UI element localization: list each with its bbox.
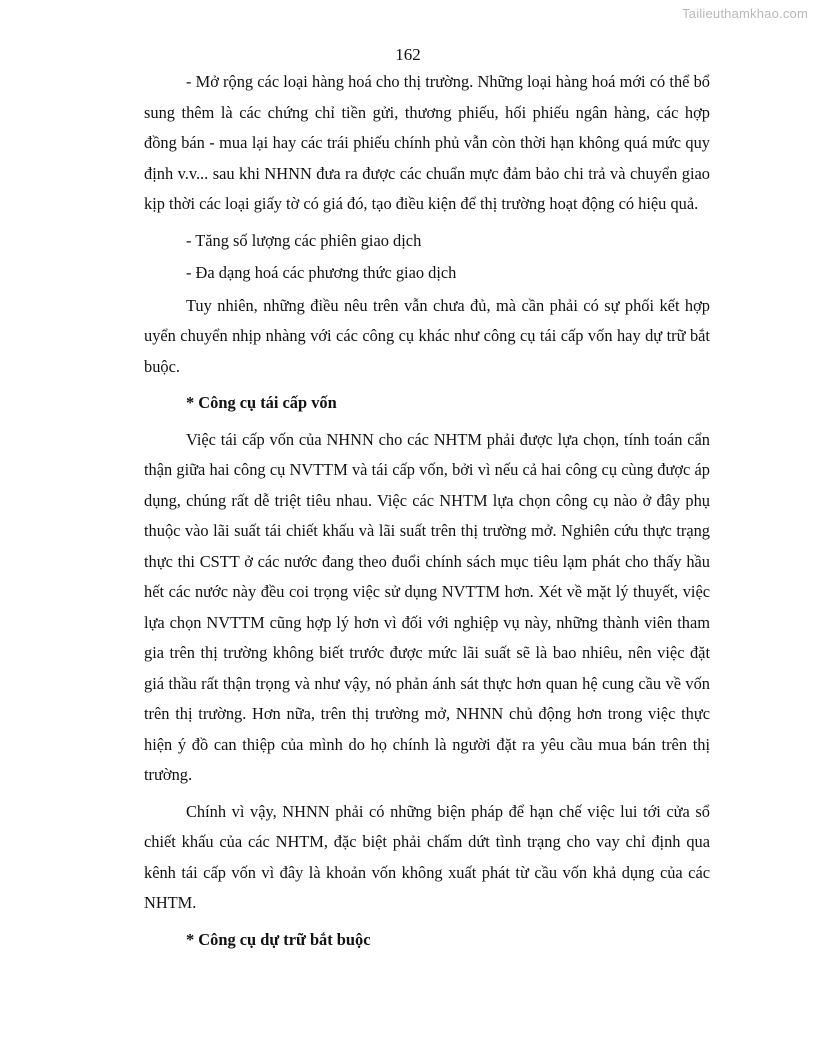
paragraph-coordination: Tuy nhiên, những điều nêu trên vẫn chưa đủ, mà cần phải có sự phối kết hợp uyển chuyển nhịp nhàng với các công cụ khác như công cụ tái cấp vốn hay dự trữ bắt buộc. [144,295,710,376]
document-body [144,67,710,961]
watermark-text: Tailieuthamkhao.com [682,6,808,21]
page-number: 162 [395,45,421,64]
paragraph-discount-window: Chính vì vậy, NHNN phải có những biện pháp để hạn chế việc lui tới cửa sổ chiết khấu của các NHTM, đặc biệt phải chấm dứt tình trạng cho vay chỉ định qua kênh tái cấp vốn vì đây là khoản vốn không xuất phát từ cầu vốn khả dụng của các NHTM. [144,801,710,912]
paragraph-diversify-methods: - Đa dạng hoá các phương thức giao dịch [186,263,457,282]
paragraph-expand-goods: - Mở rộng các loại hàng hoá cho thị trường. Những loại hàng hoá mới có thể bổ sung thêm là các chứng chỉ tiền gửi, thương phiếu, hối phiếu ngân hàng, các hợp đồng bán - mua lại hay các trái phiếu chính phủ vẫn còn thời hạn không quá mức quy định v.v... sau khi NHNN đưa ra được các chuẩn mực đảm bảo chi trả và chuyển giao kịp thời các loại giấy tờ có giá đó, tạo điều kiện để thị trường hoạt động có hiệu quả. [144,72,710,213]
heading-refinance-tool: * Công cụ tái cấp vốn [186,393,337,412]
heading-reserve-requirement: * Công cụ dự trữ bắt buộc [186,929,371,949]
paragraph-increase-sessions: - Tăng số lượng các phiên giao dịch [186,230,422,250]
paragraph-refinance-analysis: Việc tái cấp vốn của NHNN cho các NHTM phải được lựa chọn, tính toán cẩn thận giữa hai công cụ NVTTM và tái cấp vốn, bởi vì nếu cả hai công cụ cùng được áp dụng, chúng rất dễ triệt tiêu nhau. Việc các NHTM lựa chọn công cụ nào ở đây phụ thuộc vào lãi suất tái chiết khấu và lãi suất trên thị trường mở. Nghiên cứu thực trạng thực thi CSTT ở các nước đang theo đuổi chính sách mục tiêu lạm phát cho thấy hầu hết các nước này đều coi trọng việc sử dụng NVTTM hơn. Xét về mặt lý thuyết, việc lựa chọn NVTTM cũng hợp lý hơn vì đối với nghiệp vụ này, những thành viên tham gia trên thị trường không biết trước được mức lãi suất sẽ là bao nhiêu, nên việc đặt giá thầu rất thận trọng và như vậy, nó phản ánh sát thực hơn quan hệ cung cầu về vốn trên thị trường. Hơn nữa, trên thị trường mở, NHNN chủ động hơn trong việc thực hiện ý đồ can thiệp của mình do họ chính là người đặt ra yêu cầu mua bán trên thị trường. [144,429,710,784]
